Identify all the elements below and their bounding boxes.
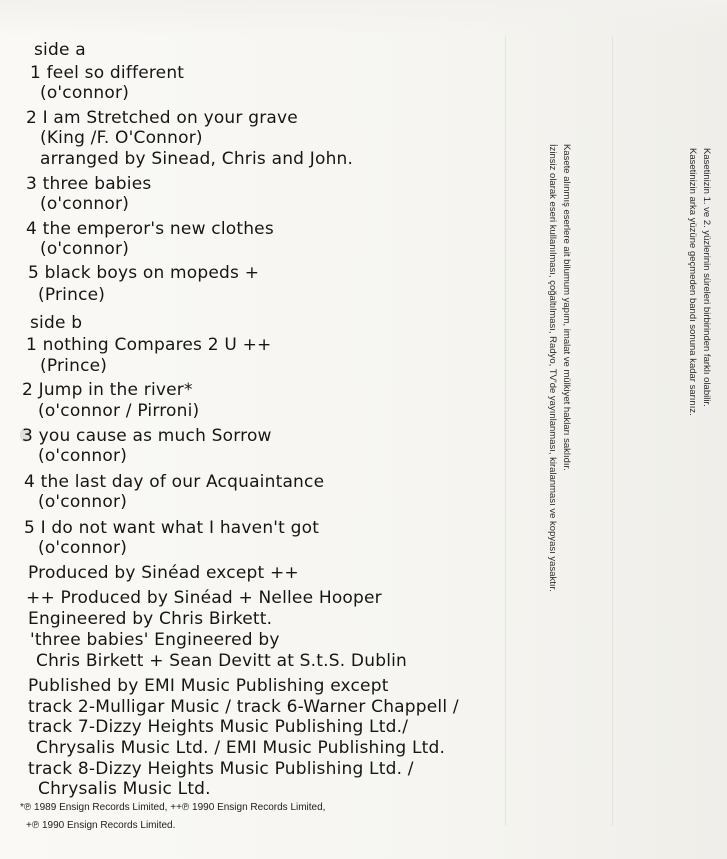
copyright-line-1: *℗ 1989 Ensign Records Limited, ++℗ 1990 Ensign Records Limited, [20, 802, 326, 813]
side-a-track-5-title: 5 black boys on mopeds + [28, 263, 260, 283]
side-b-track-4-credit: (o'connor) [38, 492, 128, 512]
fold-line-left [505, 36, 506, 826]
credit-line-4: 'three babies' Engineered by [30, 630, 280, 650]
side-b-track-1-title: 1 nothing Compares 2 U ++ [26, 335, 272, 355]
side-b-track-5-credit: (o'connor) [38, 538, 128, 558]
credit-line-10: track 8-Dizzy Heights Music Publishing Ltd. / [28, 759, 414, 779]
side-b-track-1-credit: (Prince) [40, 356, 108, 376]
side-b-heading: side b [30, 313, 83, 333]
copyright-line-2: +℗ 1990 Ensign Records Limited. [26, 820, 176, 831]
credit-line-1: Produced by Sinéad except ++ [28, 563, 299, 583]
side-b-track-2-title: 2 Jump in the river* [22, 380, 193, 400]
credit-line-11: Chrysalis Music Ltd. [38, 779, 211, 799]
side-b-track-2-credit: (o'connor / Pirroni) [38, 401, 200, 421]
side-b-track-4-title: 4 the last day of our Acquaintance [24, 472, 325, 492]
side-a-track-5-credit: (Prince) [38, 285, 106, 305]
side-a-track-2-title: 2 I am Stretched on your grave [26, 108, 298, 128]
credit-line-9: Chrysalis Music Ltd. / EMI Music Publishing Ltd. [36, 738, 446, 758]
side-note-duration: Kasetinizin 1. ve 2. yüzlerinin süreleri birbirinden farklı olabilir. [701, 148, 712, 407]
credit-line-6: Published by EMI Music Publishing except [28, 676, 389, 696]
credit-line-2: ++ Produced by Sinéad + Nellee Hooper [26, 588, 382, 608]
side-a-track-1-title: 1 feel so different [30, 63, 185, 83]
side-note-copying: İzinsiz olarak eseri kullanılması, çoğaltılması, Radyo, TV'de yayınlanması, kiralanması ve kopyası yasaktır. [547, 144, 558, 592]
side-a-track-4-credit: (o'connor) [40, 239, 130, 259]
side-a-heading: side a [34, 40, 86, 60]
credit-line-8: track 7-Dizzy Heights Music Publishing Ltd./ [28, 717, 409, 737]
side-a-track-3-credit: (o'connor) [40, 194, 130, 214]
credit-line-5: Chris Birkett + Sean Devitt at S.t.S. Dublin [36, 651, 408, 671]
side-a-track-4-title: 4 the emperor's new clothes [26, 219, 274, 239]
side-a-track-2-credit: (King /F. O'Connor) [40, 128, 203, 148]
side-a-track-1-credit: (o'connor) [40, 83, 130, 103]
credit-line-3: Engineered by Chris Birkett. [28, 609, 273, 629]
fold-line-right [612, 36, 613, 826]
side-note-rights: Kasete alınmış eserlere ait bilumum yapım, imalat ve mülkiyet hakları saklıdır. [561, 144, 572, 471]
side-a-track-3-title: 3 three babies [26, 174, 152, 194]
credit-line-7: track 2-Mulligar Music / track 6-Warner Chappell / [28, 697, 459, 717]
top-edge-shadow [0, 0, 727, 36]
side-a-track-2-note: arranged by Sinead, Chris and John. [40, 149, 354, 169]
side-b-track-3-credit: (o'connor) [38, 446, 128, 466]
side-note-rewind: Kasetinizin arka yüzüne geçmeden bandı sonuna kadar sarınız. [687, 148, 698, 416]
side-b-track-5-title: 5 I do not want what I haven't got [24, 518, 320, 538]
side-b-track-3-title: 3 you cause as much Sorrow [22, 426, 272, 446]
